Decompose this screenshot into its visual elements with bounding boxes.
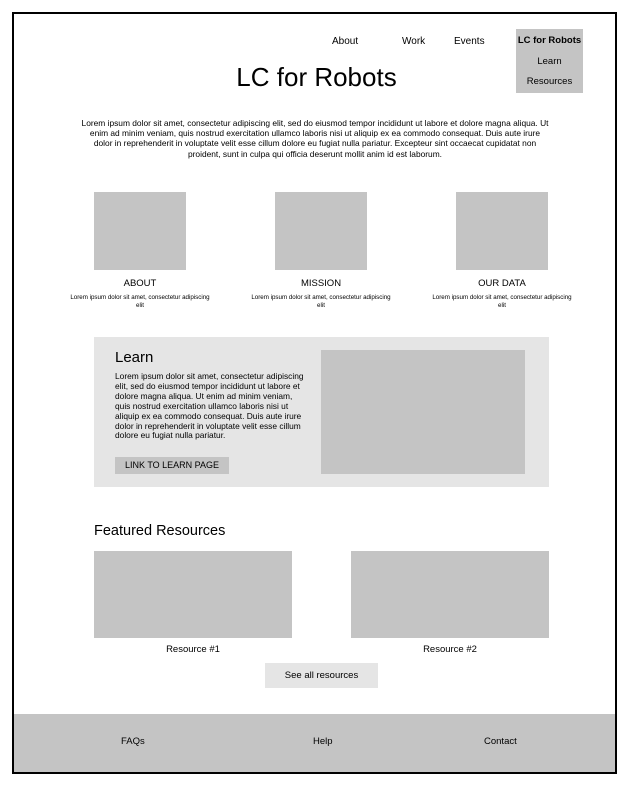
resource-2-image[interactable] (351, 551, 549, 638)
our-data-tile-image[interactable] (456, 192, 548, 270)
footer (14, 714, 617, 774)
see-all-resources-button[interactable]: See all resources (265, 663, 378, 688)
mission-tile-label[interactable]: MISSION (300, 278, 342, 289)
learn-page-link-button[interactable]: LINK TO LEARN PAGE (115, 457, 229, 474)
mission-tile-image[interactable] (275, 192, 367, 270)
learn-title: Learn (115, 349, 154, 366)
nav-link-about[interactable]: About (332, 36, 359, 47)
footer-link-help[interactable]: Help (313, 736, 333, 747)
resource-2-label[interactable]: Resource #2 (423, 644, 477, 655)
mission-tile-description: Lorem ipsum dolor sit amet, consectetur adipiscing elit (251, 294, 391, 309)
resource-1-label[interactable]: Resource #1 (166, 644, 220, 655)
site-title: LC for Robots (236, 62, 397, 92)
intro-paragraph: Lorem ipsum dolor sit amet, consectetur adipiscing elit, sed do eiusmod tempor incididunt ut labore et dolore magna aliqua. Ut enim ad minim veniam, quis nostrud exercitation ullamco laboris nisi ut aliquip ex ea commodo consequat. Duis aute irure dolor in reprehenderit in voluptate velit esse cillum dolore eu fugiat nulla pariatur. Excepteur sint occaecat cupidatat non proident, sunt in culpa qui officia deserunt mollit anim id est laborum. (81, 118, 549, 159)
our-data-tile-label[interactable]: OUR DATA (478, 278, 526, 289)
footer-link-faqs[interactable]: FAQs (121, 736, 145, 747)
footer-link-contact[interactable]: Contact (484, 736, 517, 747)
nav-link-work[interactable]: Work (402, 36, 426, 47)
nav-dropdown-item-learn[interactable]: Learn (537, 56, 562, 67)
about-tile-description: Lorem ipsum dolor sit amet, consectetur adipiscing elit (70, 294, 210, 309)
about-tile-image[interactable] (94, 192, 186, 270)
nav-link-events[interactable]: Events (454, 36, 485, 47)
about-tile-label[interactable]: ABOUT (123, 278, 157, 289)
resource-1-image[interactable] (94, 551, 292, 638)
featured-resources-heading: Featured Resources (94, 523, 226, 539)
nav-dropdown-heading[interactable]: LC for Robots (517, 35, 582, 46)
page-frame (12, 12, 617, 774)
our-data-tile-description: Lorem ipsum dolor sit amet, consectetur adipiscing elit (432, 294, 572, 309)
learn-image-placeholder (321, 350, 525, 474)
learn-body-text: Lorem ipsum dolor sit amet, consectetur adipiscing elit, sed do eiusmod tempor incididunt ut labore et dolore magna aliqua. Ut enim ad minim veniam, quis nostrud exercitation ullamco laboris nisi ut aliquip ex ea commodo consequat. Duis aute irure dolor in reprehenderit in voluptate velit esse cillum dolore eu fugiat nulla pariatur. (115, 371, 304, 441)
nav-dropdown-item-resources[interactable]: Resources (526, 76, 573, 87)
learn-section (94, 337, 549, 487)
